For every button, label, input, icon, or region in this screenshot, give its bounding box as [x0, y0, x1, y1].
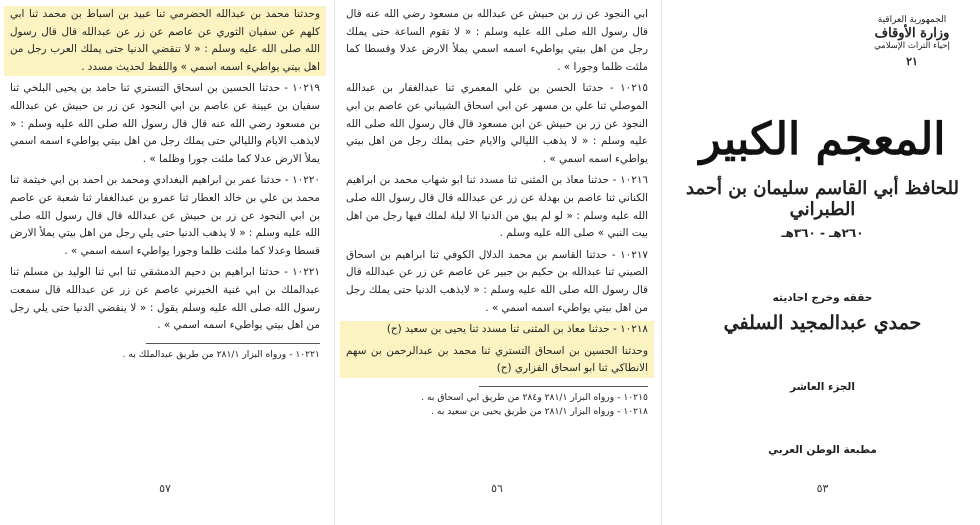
hadith-10215: ١٠٢١٥ - حدثنا الحسن بن علي المعمري ثنا عبدالغفار بن عبدالله الموصلي ثنا علي بن مسهر عن ابي اسحاق الشيباني عن عاصم بن ابي النجود عن زر بن حبيش عن ابن مسعود قال قال رسول الله صلى الله عليه وسلم : « لا يذهب الليالي والايام حتى يملك رجل من اهل بيتي يواطيء اسمه اسمي » .	[346, 82, 648, 165]
highlighted-block	[340, 321, 654, 378]
editor-label: حققه وخرج احاديثه	[772, 292, 873, 304]
footnote-divider	[146, 343, 320, 344]
page-seam	[661, 0, 662, 525]
hadith-10220: ١٠٢٢٠ - حدثنا عمر بن ابراهيم البغدادي ومحمد بن احمد بن ابي خيثمة ثنا محمد بن علي بن خالد العطار ثنا عمرو بن عبدالغفار ثنا شعبة عن عاصم بن ابي النجود عن زر بن حبيش عن عبدالله قال قال رسول الله صلى الله عليه وسلم : « لا يذهب الدنيا حتى يلي رجل من اهل بيتي يملأ الارض قسطا وعدلا كما ملئت ظلما وجورا يواطيء اسمه اسمي » .	[10, 174, 320, 257]
ministry-line1: الجمهورية العراقية	[877, 15, 947, 25]
paragraph-continuation: ابي النجود عن زر بن حبيش عن عبدالله بن مسعود رضي الله عنه قال قال رسول الله صلى الله عليه وسلم : « لا تقوم الساعة حتى يملك رجل من اهل بيتي يواطيء اسمه اسمي يملأ الارض عدلا وقسطا كما ملئت ظلما وجورا » .	[346, 8, 648, 73]
hadith-10216: ١٠٢١٦ - حدثنا معاذ بن المثنى ثنا مسدد ثنا ابو شهاب محمد بن ابراهيم الكناني ثنا عاصم بن بهدلة عن زر عن عبدالله قال قال رسول الله صلى الله عليه وسلم : « لو لم يبق من الدنيا الا ليلة لملك فيها رجل من اهل بيت النبي » صلى الله عليه وسلم .	[346, 174, 648, 240]
page-number: ٥٦	[491, 482, 503, 495]
hadith-10219: ١٠٢١٩ - حدثنا الحسين بن اسحاق التستري ثنا حامد بن يحيى البلخي ثنا سفيان بن عيينة عن عاصم بن ابي النجود عن زر بن حبيش عن عبدالله بن مسعود رضي الله عنه قال قال رسول الله صلى الله عليه وسلم : « لايذهب الايام والليالي حتى يملك رجل من اهل بيتي يواطيء اسمه اسمي يملأ الارض عدلا كما ملئت جورا وظلما » .	[10, 82, 320, 165]
book-title: المعجم الكبير	[699, 114, 946, 165]
publisher: مطبعة الوطن العربي	[768, 444, 877, 456]
footnote: ١٠٢١٥ - ورواه البزار ٢٨١/١ و٢٨٤ من طريق ابي اسحاق به .	[421, 391, 648, 403]
paragraph-continuation: وحدثنا محمد بن عبدالله الحضرمي ثنا عبيد بن اسباط بن محمد ثنا ابي كلهم عن سفيان الثوري عن عاصم عن زر عن عبدالله قال قال رسول الله صلى الله عليه وسلم : « لا تنقضي الدنيا حتى يملك العرب رجل من اهل بيتي يواطيء اسمه اسمي » واللفظ لحديث مسدد .	[4, 6, 326, 76]
page-seam	[334, 0, 335, 525]
editor-name: حمدي عبدالمجيد السلفي	[723, 312, 922, 334]
hadith-10217: ١٠٢١٧ - حدثنا القاسم بن محمد الدلال الكوفي ثنا ابراهيم بن اسحاق الصيني ثنا عبدالله بن حكيم بن جبير عن عاصم عن زر عن عبدالله قال قال رسول الله صلى الله عليه وسلم : « لايذهب الدنيا حتى يملك رجل من اهل بيتي يواطيء اسمه اسمي » .	[346, 248, 648, 314]
footnote: ١٠٢١٨ - ورواه البزار ٢٨١/١ من طريق يحيى بن سعيد به .	[431, 405, 648, 417]
footnote-divider	[479, 386, 648, 387]
ministry-line3: إحياء التراث الإسلامي	[874, 41, 950, 51]
footnote: ١٠٢٢١ - ورواه البزار ٢٨١/١ من طريق عبدالملك به .	[122, 348, 320, 360]
ministry-header	[852, 14, 972, 68]
ministry-line2: وزارة الأوقاف	[874, 26, 950, 41]
page-53-title	[665, 0, 980, 525]
author-dates: ٢٦٠هـ - ٣٦٠هـ	[781, 226, 864, 240]
hadith-10221: ١٠٢٢١ - حدثنا ابراهيم بن دحيم الدمشقي ثنا ابي ثنا الوليد بن مسلم ثنا عبدالملك بن ابي غنية الخيرني عاصم عن زر عن عبدالله قال سمعت رسول الله صلى الله عليه وسلم يقول : « لا ينقضي الدنيا حتى يلي رجل من اهل بيتي يواطيء اسمه اسمي » .	[10, 266, 320, 332]
page-number: ٥٣	[816, 482, 829, 495]
series-number: ٢١	[906, 55, 918, 68]
book-author: للحافظ أبي القاسم سليمان بن أحمد الطبراني	[686, 178, 959, 220]
volume-label: الجزء العاشر	[790, 381, 855, 393]
page-number: ٥٧	[159, 482, 171, 495]
hadith-10218-chain: وحدثنا الحسين بن اسحاق التستري ثنا محمد بن عبدالرحمن بن سهم الانطاكي ثنا ابو اسحاق الفزاري (ح)	[346, 344, 648, 375]
page-56	[338, 0, 656, 525]
hadith-10218: ١٠٢١٨ - حدثنا معاذ بن المثنى ثنا مسدد ثنا يحيى بن سعيد (ح)	[386, 323, 648, 336]
page-57	[0, 0, 330, 525]
